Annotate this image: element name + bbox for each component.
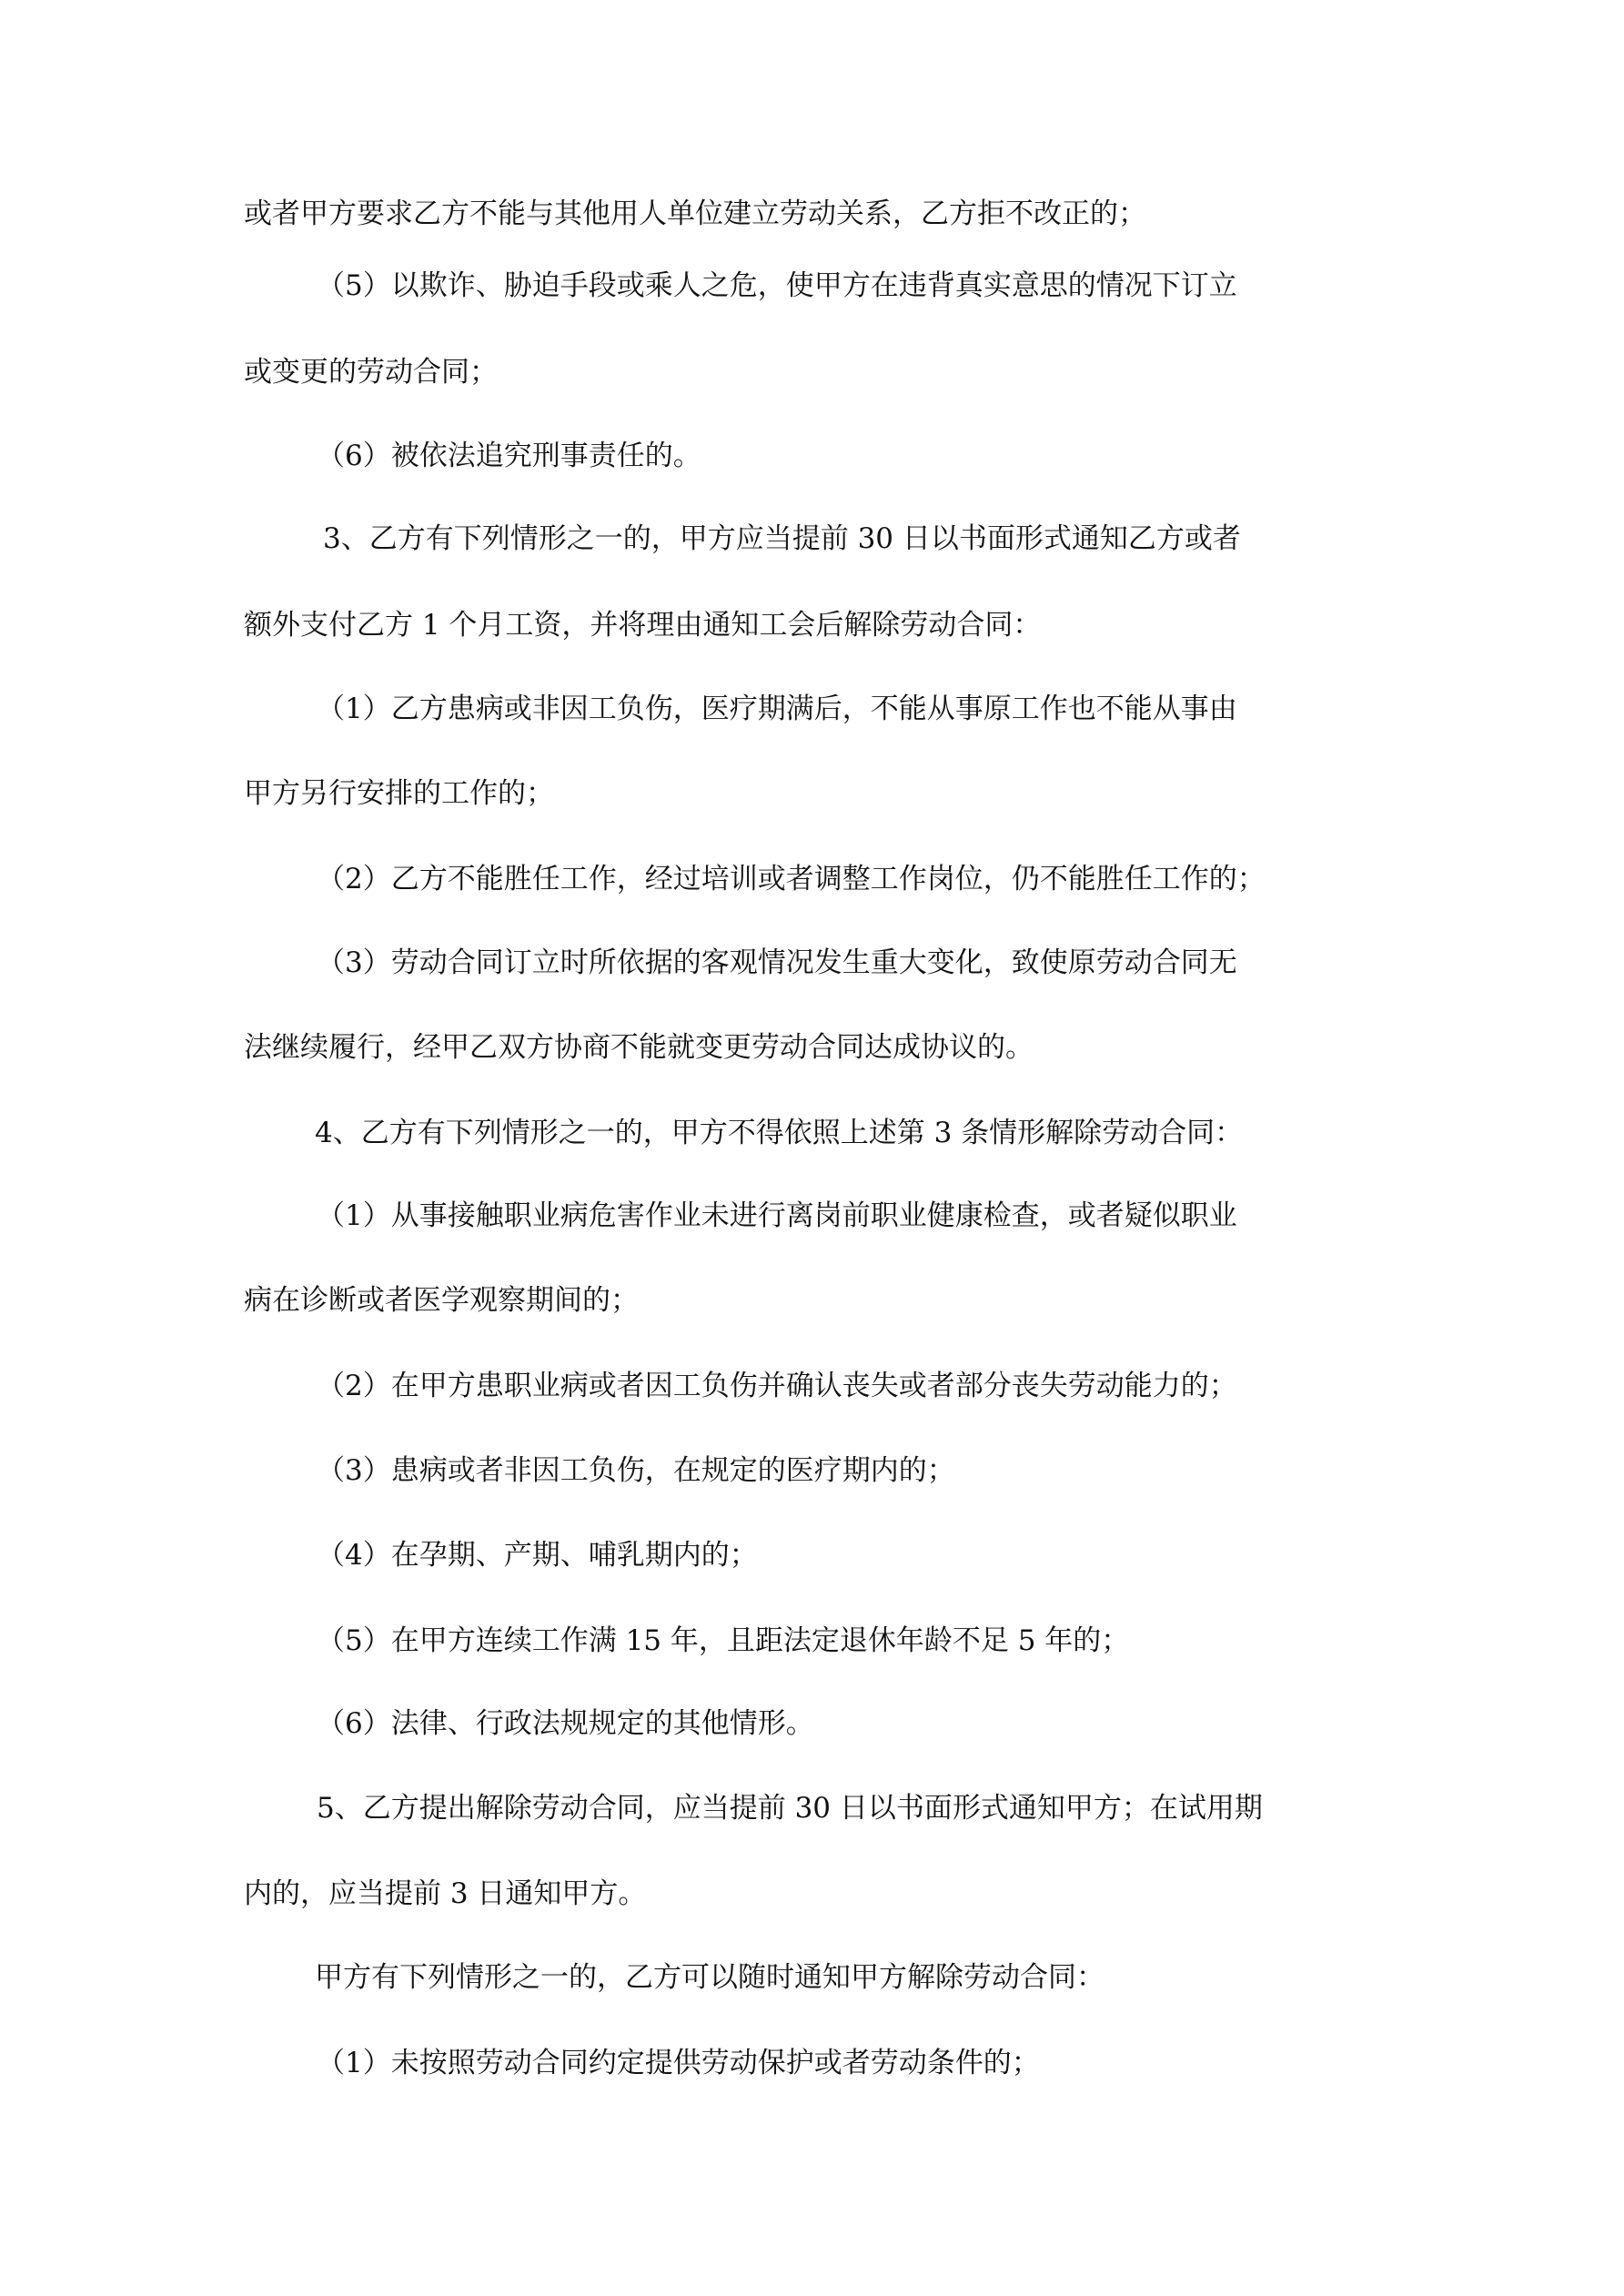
text-line: 3、乙方有下列情形之一的，甲方应当提前 30 日以书面形式通知乙方或者 — [323, 522, 1241, 555]
text-line: （5）在甲方连续工作满 15 年，且距法定退休年龄不足 5 年的； — [317, 1624, 1130, 1657]
text-line: （4）在孕期、产期、哺乳期内的； — [317, 1539, 758, 1572]
text-line: （6）被依法追究刑事责任的。 — [317, 440, 701, 472]
text-line: （2）乙方不能胜任工作，经过培训或者调整工作岗位，仍不能胜任工作的； — [317, 863, 1266, 895]
text-line: （5）以欺诈、胁迫手段或乘人之危，使甲方在违背真实意思的情况下订立 — [317, 269, 1237, 302]
text-line: （1）乙方患病或非因工负伤，医疗期满后，不能从事原工作也不能从事由 — [317, 693, 1237, 725]
text-line: 内的，应当提前 3 日通知甲方。 — [244, 1877, 647, 1910]
text-line: 或变更的劳动合同； — [244, 356, 498, 389]
text-line: （2）在甲方患职业病或者因工负伤并确认丧失或者部分丧失劳动能力的； — [317, 1370, 1237, 1402]
text-line: （1）从事接触职业病危害作业未进行离岗前职业健康检查，或者疑似职业 — [317, 1199, 1237, 1232]
text-line: 4、乙方有下列情形之一的，甲方不得依照上述第 3 条情形解除劳动合同： — [315, 1117, 1244, 1149]
text-line: 甲方另行安排的工作的； — [244, 777, 554, 810]
text-line: 5、乙方提出解除劳动合同，应当提前 30 日以书面形式通知甲方；在试用期 — [317, 1792, 1263, 1825]
text-line: 甲方有下列情形之一的，乙方可以随时通知甲方解除劳动合同： — [315, 1961, 1105, 1994]
text-line: （1）未按照劳动合同约定提供劳动保护或者劳动条件的； — [317, 2047, 1040, 2079]
text-line: （3）劳动合同订立时所依据的客观情况发生重大变化，致使原劳动合同无 — [317, 946, 1237, 979]
text-line: 病在诊断或者医学观察期间的； — [244, 1284, 639, 1317]
text-line: （3）患病或者非因工负伤，在规定的医疗期内的； — [317, 1454, 955, 1487]
text-line: 法继续履行，经甲乙双方协商不能就变更劳动合同达成协议的。 — [244, 1031, 1034, 1064]
text-line: 额外支付乙方 1 个月工资，并将理由通知工会后解除劳动合同： — [244, 609, 1042, 642]
text-line: 或者甲方要求乙方不能与其他用人单位建立劳动关系，乙方拒不改正的； — [244, 197, 1146, 230]
text-line: （6）法律、行政法规规定的其他情形。 — [317, 1707, 814, 1740]
